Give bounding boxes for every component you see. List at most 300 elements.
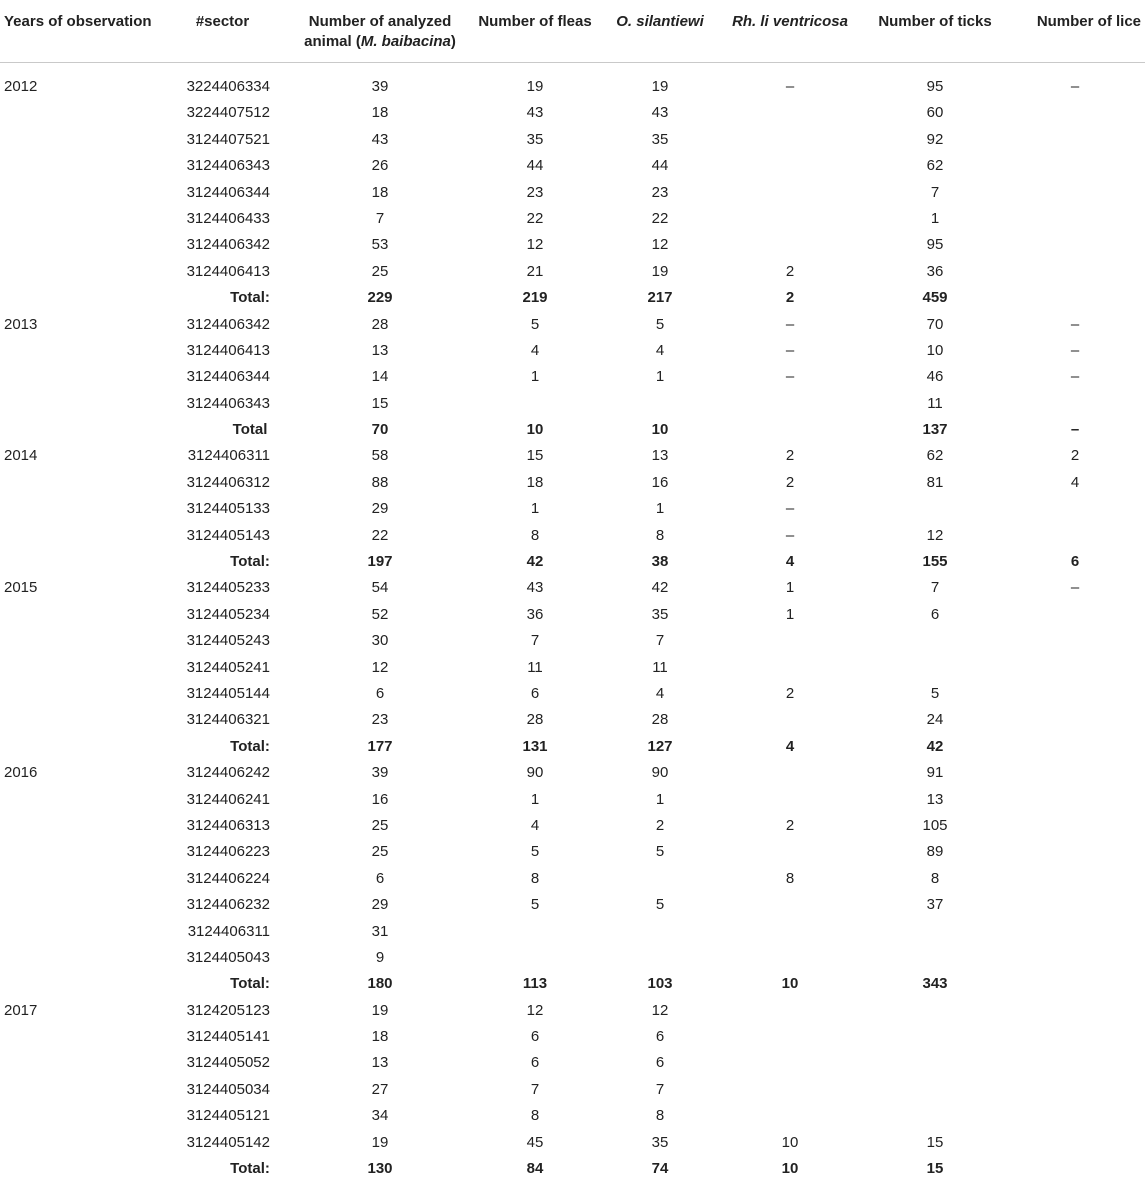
cell-rh-li-ventricosa: [715, 945, 865, 971]
total-row: [0, 549, 1145, 575]
cell-ticks: [865, 1024, 1005, 1050]
table-row: [0, 259, 1145, 285]
cell-o-silantiewi: 74: [651, 1160, 669, 1178]
cell-analyzed-animals: 13: [371, 1054, 389, 1072]
cell-sector: 3124406311: [187, 447, 270, 465]
cell-fleas: 5: [530, 843, 540, 861]
cell-fleas: 4: [530, 341, 540, 359]
cell-lice: [1005, 734, 1145, 760]
cell-analyzed-animals: 29: [371, 896, 389, 914]
cell-sector: 3124406312: [186, 473, 270, 491]
cell-lice: –: [1070, 579, 1080, 597]
cell-sector: 3124406342: [186, 236, 270, 254]
cell-o-silantiewi: 10: [651, 421, 669, 439]
cell-fleas: 15: [526, 447, 544, 465]
cell-rh-li-ventricosa: –: [785, 500, 795, 518]
cell-rh-li-ventricosa: 2: [785, 473, 795, 491]
cell-sector: Total:: [230, 737, 270, 755]
cell-ticks: 36: [926, 262, 944, 280]
cell-ticks: 8: [930, 869, 940, 887]
cell-rh-li-ventricosa: 1: [785, 579, 795, 597]
cell-analyzed-animals: 177: [367, 737, 393, 755]
cell-analyzed-animals: 25: [371, 843, 389, 861]
cell-fleas: 84: [526, 1160, 544, 1178]
header-analyzed-prefix: animal (: [304, 33, 361, 50]
cell-analyzed-animals: 19: [371, 1133, 389, 1151]
cell-lice: –: [1070, 421, 1080, 439]
cell-sector: 3124406321: [186, 711, 270, 729]
cell-sector: Total:: [230, 1160, 270, 1178]
table-row: [0, 1024, 1145, 1050]
table-row: [0, 206, 1145, 232]
header-analyzed-suffix: ): [450, 33, 456, 50]
cell-sector: 3124405141: [186, 1028, 270, 1046]
cell-analyzed-animals: 13: [371, 341, 389, 359]
cell-year: [0, 1130, 150, 1156]
cell-lice: [1005, 655, 1145, 681]
cell-ticks: 7: [930, 183, 940, 201]
cell-fleas: 35: [526, 130, 544, 148]
table-row: [0, 364, 1145, 390]
header-rh-li-text: Rh. li ventricosa: [732, 13, 848, 30]
cell-lice: [1005, 813, 1145, 839]
cell-rh-li-ventricosa: –: [785, 368, 795, 386]
cell-year: [0, 681, 150, 707]
cell-ticks: [865, 919, 1005, 945]
cell-fleas: 5: [530, 896, 540, 914]
table-row: [0, 1103, 1145, 1129]
cell-fleas: 22: [526, 209, 544, 227]
cell-o-silantiewi: 11: [652, 658, 668, 676]
cell-year: [0, 496, 150, 522]
cell-lice: [1005, 971, 1145, 997]
header-analyzed: [295, 0, 465, 52]
cell-sector: 3124406313: [186, 816, 270, 834]
cell-year: [0, 206, 150, 232]
cell-rh-li-ventricosa: [715, 839, 865, 865]
cell-sector: 3124406343: [186, 157, 270, 175]
cell-rh-li-ventricosa: [715, 1077, 865, 1103]
cell-o-silantiewi: 1: [655, 368, 665, 386]
cell-ticks: 89: [926, 843, 944, 861]
cell-lice: [1005, 180, 1145, 206]
table-row: [0, 74, 1145, 100]
cell-o-silantiewi: 35: [651, 605, 669, 623]
cell-lice: [1005, 1130, 1145, 1156]
table-row: [0, 312, 1145, 338]
cell-fleas: 11: [527, 658, 543, 676]
cell-lice: [1005, 760, 1145, 786]
cell-ticks: 6: [930, 605, 940, 623]
cell-fleas: 7: [530, 632, 540, 650]
cell-o-silantiewi: 90: [651, 764, 669, 782]
cell-year: [0, 1156, 150, 1182]
cell-fleas: [465, 945, 605, 971]
cell-ticks: 62: [926, 157, 944, 175]
header-analyzed-line1: Number of analyzed: [308, 13, 452, 30]
header-o-silantiewi: [605, 0, 715, 32]
cell-rh-li-ventricosa: [715, 919, 865, 945]
cell-analyzed-animals: 9: [375, 948, 385, 966]
cell-rh-li-ventricosa: –: [785, 341, 795, 359]
header-years: Years of observation: [4, 13, 152, 30]
cell-lice: [1005, 127, 1145, 153]
cell-year: [0, 100, 150, 126]
cell-o-silantiewi: 2: [655, 816, 665, 834]
cell-fleas: 44: [526, 157, 544, 175]
cell-year: [0, 417, 150, 443]
cell-analyzed-animals: 18: [371, 104, 389, 122]
cell-rh-li-ventricosa: 2: [785, 684, 795, 702]
cell-fleas: 23: [526, 183, 544, 201]
cell-ticks: 1: [930, 209, 940, 227]
cell-lice: [1005, 496, 1145, 522]
cell-rh-li-ventricosa: [715, 206, 865, 232]
cell-lice: [1005, 232, 1145, 258]
table-row: [0, 575, 1145, 601]
cell-o-silantiewi: 19: [651, 78, 669, 95]
total-row: [0, 417, 1145, 443]
table-row: [0, 1050, 1145, 1076]
cell-year: 2017: [4, 1001, 38, 1019]
cell-o-silantiewi: 127: [647, 737, 673, 755]
table-row: [0, 707, 1145, 733]
cell-rh-li-ventricosa: [715, 180, 865, 206]
cell-ticks: 60: [926, 104, 944, 122]
table-row: [0, 338, 1145, 364]
cell-year: [0, 919, 150, 945]
table-body: [0, 74, 1145, 1182]
cell-ticks: [865, 945, 1005, 971]
cell-lice: [1005, 206, 1145, 232]
cell-ticks: 7: [930, 579, 940, 597]
table-row: [0, 602, 1145, 628]
cell-sector: 3124405133: [186, 500, 270, 518]
cell-ticks: 12: [926, 526, 944, 544]
cell-ticks: 137: [922, 421, 948, 439]
cell-analyzed-animals: 88: [371, 473, 389, 491]
cell-analyzed-animals: 28: [371, 315, 389, 333]
cell-sector: 3124406413: [186, 262, 270, 280]
cell-ticks: 95: [926, 78, 944, 95]
cell-sector: Total:: [230, 553, 270, 571]
cell-sector: 3124406343: [186, 394, 270, 412]
table-row: [0, 391, 1145, 417]
cell-sector: 3124406413: [186, 341, 270, 359]
cell-ticks: 15: [926, 1133, 944, 1151]
cell-sector: 3124405142: [186, 1133, 270, 1151]
cell-fleas: 1: [530, 790, 540, 808]
cell-lice: [1005, 153, 1145, 179]
cell-year: [0, 180, 150, 206]
cell-rh-li-ventricosa: [715, 100, 865, 126]
cell-analyzed-animals: 6: [375, 869, 385, 887]
cell-o-silantiewi: 23: [651, 183, 669, 201]
cell-lice: [1005, 892, 1145, 918]
cell-year: [0, 1024, 150, 1050]
table-row: [0, 787, 1145, 813]
cell-analyzed-animals: 18: [371, 1028, 389, 1046]
cell-fleas: 1: [530, 500, 540, 518]
total-row: [0, 971, 1145, 997]
cell-o-silantiewi: [605, 919, 715, 945]
cell-sector: 3124405233: [186, 579, 270, 597]
cell-lice: –: [1070, 368, 1080, 386]
cell-year: [0, 945, 150, 971]
table-row: [0, 919, 1145, 945]
table-row: [0, 892, 1145, 918]
cell-ticks: 42: [926, 737, 944, 755]
header-fleas: Number of fleas: [478, 13, 592, 30]
cell-rh-li-ventricosa: 10: [781, 1160, 799, 1178]
cell-year: [0, 971, 150, 997]
cell-ticks: [865, 655, 1005, 681]
cell-o-silantiewi: 22: [651, 209, 669, 227]
cell-lice: [1005, 681, 1145, 707]
cell-analyzed-animals: 54: [371, 579, 389, 597]
cell-fleas: 12: [526, 236, 544, 254]
header-sector: #sector: [195, 13, 250, 30]
cell-lice: [1005, 602, 1145, 628]
cell-ticks: 46: [926, 368, 944, 386]
cell-rh-li-ventricosa: [715, 127, 865, 153]
cell-analyzed-animals: 6: [375, 684, 385, 702]
cell-fleas: 19: [526, 78, 544, 95]
cell-o-silantiewi: 12: [651, 1001, 669, 1019]
cell-analyzed-animals: 43: [371, 130, 389, 148]
cell-year: 2012: [4, 78, 38, 95]
cell-ticks: 70: [926, 315, 944, 333]
cell-rh-li-ventricosa: [715, 391, 865, 417]
cell-sector: 3124406344: [186, 183, 270, 201]
cell-sector: 3124405144: [186, 684, 270, 702]
cell-fleas: 45: [526, 1133, 544, 1151]
cell-sector: 3124406242: [186, 764, 270, 782]
cell-rh-li-ventricosa: 2: [785, 816, 795, 834]
total-row: [0, 734, 1145, 760]
cell-lice: –: [1070, 341, 1080, 359]
cell-sector: 3124405043: [186, 948, 270, 966]
cell-analyzed-animals: 26: [371, 157, 389, 175]
cell-analyzed-animals: 18: [371, 183, 389, 201]
header-ticks: Number of ticks: [878, 13, 992, 30]
cell-fleas: 8: [530, 1107, 540, 1125]
cell-year: 2015: [4, 579, 38, 597]
cell-sector: Total: [232, 421, 268, 439]
cell-sector: 3124406241: [186, 790, 270, 808]
cell-year: [0, 153, 150, 179]
table-row: [0, 1077, 1145, 1103]
cell-lice: [1005, 1050, 1145, 1076]
cell-analyzed-animals: 30: [371, 632, 389, 650]
cell-rh-li-ventricosa: [715, 998, 865, 1024]
cell-sector: 3124407521: [186, 130, 270, 148]
cell-rh-li-ventricosa: [715, 1103, 865, 1129]
cell-analyzed-animals: 130: [367, 1160, 393, 1178]
cell-year: [0, 1103, 150, 1129]
cell-lice: [1005, 1103, 1145, 1129]
cell-year: [0, 787, 150, 813]
cell-sector: 3124405143: [186, 526, 270, 544]
cell-ticks: 15: [926, 1160, 944, 1178]
cell-analyzed-animals: 53: [371, 236, 389, 254]
cell-sector: 3124405034: [186, 1080, 270, 1098]
cell-ticks: 24: [926, 711, 944, 729]
cell-ticks: 155: [922, 553, 948, 571]
cell-sector: 3124406342: [186, 315, 270, 333]
cell-rh-li-ventricosa: [715, 655, 865, 681]
cell-lice: 6: [1070, 553, 1080, 571]
table-row: [0, 655, 1145, 681]
cell-o-silantiewi: 1: [655, 790, 665, 808]
cell-analyzed-animals: 25: [371, 816, 389, 834]
cell-lice: –: [1070, 315, 1080, 333]
cell-rh-li-ventricosa: 2: [785, 262, 795, 280]
cell-analyzed-animals: 52: [371, 605, 389, 623]
cell-rh-li-ventricosa: [715, 417, 865, 443]
cell-ticks: 91: [926, 764, 944, 782]
cell-analyzed-animals: 31: [371, 922, 389, 940]
total-row: [0, 1156, 1145, 1182]
table-row: [0, 153, 1145, 179]
table-row: [0, 100, 1145, 126]
cell-lice: [1005, 839, 1145, 865]
cell-sector: 3124405234: [186, 605, 270, 623]
cell-lice: [1005, 628, 1145, 654]
cell-o-silantiewi: [605, 391, 715, 417]
cell-sector: 3124406224: [186, 869, 270, 887]
cell-ticks: [865, 1050, 1005, 1076]
cell-analyzed-animals: 229: [367, 289, 393, 307]
cell-analyzed-animals: 39: [371, 78, 389, 95]
table-row: [0, 496, 1145, 522]
cell-o-silantiewi: 19: [651, 262, 669, 280]
cell-lice: [1005, 1077, 1145, 1103]
cell-year: [0, 127, 150, 153]
cell-rh-li-ventricosa: [715, 232, 865, 258]
cell-rh-li-ventricosa: [715, 153, 865, 179]
cell-rh-li-ventricosa: 4: [785, 553, 795, 571]
cell-o-silantiewi: 43: [651, 104, 669, 122]
cell-sector: 3124205123: [186, 1001, 270, 1019]
cell-ticks: 37: [926, 896, 944, 914]
cell-ticks: 10: [926, 341, 944, 359]
cell-analyzed-animals: 15: [371, 394, 389, 412]
cell-fleas: 6: [530, 1028, 540, 1046]
cell-year: [0, 1050, 150, 1076]
cell-analyzed-animals: 39: [371, 764, 389, 782]
cell-fleas: 1: [530, 368, 540, 386]
table-row: [0, 681, 1145, 707]
header-lice: Number of lice: [1036, 13, 1141, 30]
cell-sector: 3124406311: [187, 922, 270, 940]
cell-year: 2016: [4, 764, 38, 782]
cell-sector: 3124406223: [186, 843, 270, 861]
cell-rh-li-ventricosa: [715, 628, 865, 654]
cell-o-silantiewi: 13: [651, 447, 669, 465]
cell-sector: Total:: [230, 289, 270, 307]
cell-fleas: 131: [522, 737, 548, 755]
cell-sector: 3124405052: [186, 1054, 270, 1072]
cell-fleas: 36: [526, 605, 544, 623]
cell-o-silantiewi: 5: [655, 843, 665, 861]
cell-fleas: 28: [526, 711, 544, 729]
cell-year: [0, 866, 150, 892]
cell-o-silantiewi: 6: [655, 1028, 665, 1046]
cell-o-silantiewi: 217: [647, 289, 673, 307]
cell-lice: [1005, 285, 1145, 311]
cell-year: [0, 259, 150, 285]
cell-fleas: 6: [530, 1054, 540, 1072]
cell-analyzed-animals: 16: [371, 790, 389, 808]
cell-sector: Total:: [230, 975, 270, 993]
cell-lice: –: [1070, 78, 1080, 95]
cell-fleas: 5: [530, 315, 540, 333]
cell-year: [0, 549, 150, 575]
header-analyzed-species: M. baibacina: [360, 33, 451, 50]
table-row: [0, 998, 1145, 1024]
cell-year: [0, 338, 150, 364]
cell-fleas: 219: [522, 289, 548, 307]
cell-ticks: 92: [926, 130, 944, 148]
cell-sector: 3124405243: [186, 632, 270, 650]
table-header: [0, 0, 1145, 63]
cell-lice: [1005, 945, 1145, 971]
cell-ticks: 11: [927, 394, 943, 412]
cell-o-silantiewi: 7: [655, 632, 665, 650]
cell-year: [0, 813, 150, 839]
cell-o-silantiewi: [605, 866, 715, 892]
cell-o-silantiewi: 8: [655, 1107, 665, 1125]
table-row: [0, 127, 1145, 153]
cell-o-silantiewi: 6: [655, 1054, 665, 1072]
cell-fleas: 113: [522, 975, 548, 993]
cell-fleas: 7: [530, 1080, 540, 1098]
cell-fleas: 43: [526, 579, 544, 597]
cell-lice: [1005, 1156, 1145, 1182]
cell-year: [0, 391, 150, 417]
cell-o-silantiewi: 5: [655, 315, 665, 333]
cell-analyzed-animals: 25: [371, 262, 389, 280]
cell-rh-li-ventricosa: –: [785, 78, 795, 95]
cell-o-silantiewi: 7: [655, 1080, 665, 1098]
cell-analyzed-animals: 27: [371, 1080, 389, 1098]
cell-sector: 3124406433: [186, 209, 270, 227]
cell-fleas: 8: [530, 526, 540, 544]
cell-sector: 3124405121: [186, 1107, 270, 1125]
cell-fleas: 90: [526, 764, 544, 782]
table-row: [0, 470, 1145, 496]
cell-year: [0, 602, 150, 628]
cell-fleas: [465, 919, 605, 945]
cell-ticks: [865, 998, 1005, 1024]
cell-year: [0, 707, 150, 733]
cell-year: 2013: [4, 315, 38, 333]
cell-analyzed-animals: 180: [367, 975, 393, 993]
cell-analyzed-animals: 70: [371, 421, 389, 439]
cell-year: [0, 628, 150, 654]
cell-fleas: 6: [530, 684, 540, 702]
cell-year: [0, 892, 150, 918]
cell-o-silantiewi: 16: [651, 473, 669, 491]
cell-fleas: 43: [526, 104, 544, 122]
cell-rh-li-ventricosa: 4: [785, 737, 795, 755]
cell-analyzed-animals: 19: [371, 1001, 389, 1019]
cell-sector: 3224407512: [186, 104, 270, 122]
cell-o-silantiewi: 5: [655, 896, 665, 914]
cell-ticks: 81: [926, 473, 944, 491]
cell-rh-li-ventricosa: [715, 1024, 865, 1050]
